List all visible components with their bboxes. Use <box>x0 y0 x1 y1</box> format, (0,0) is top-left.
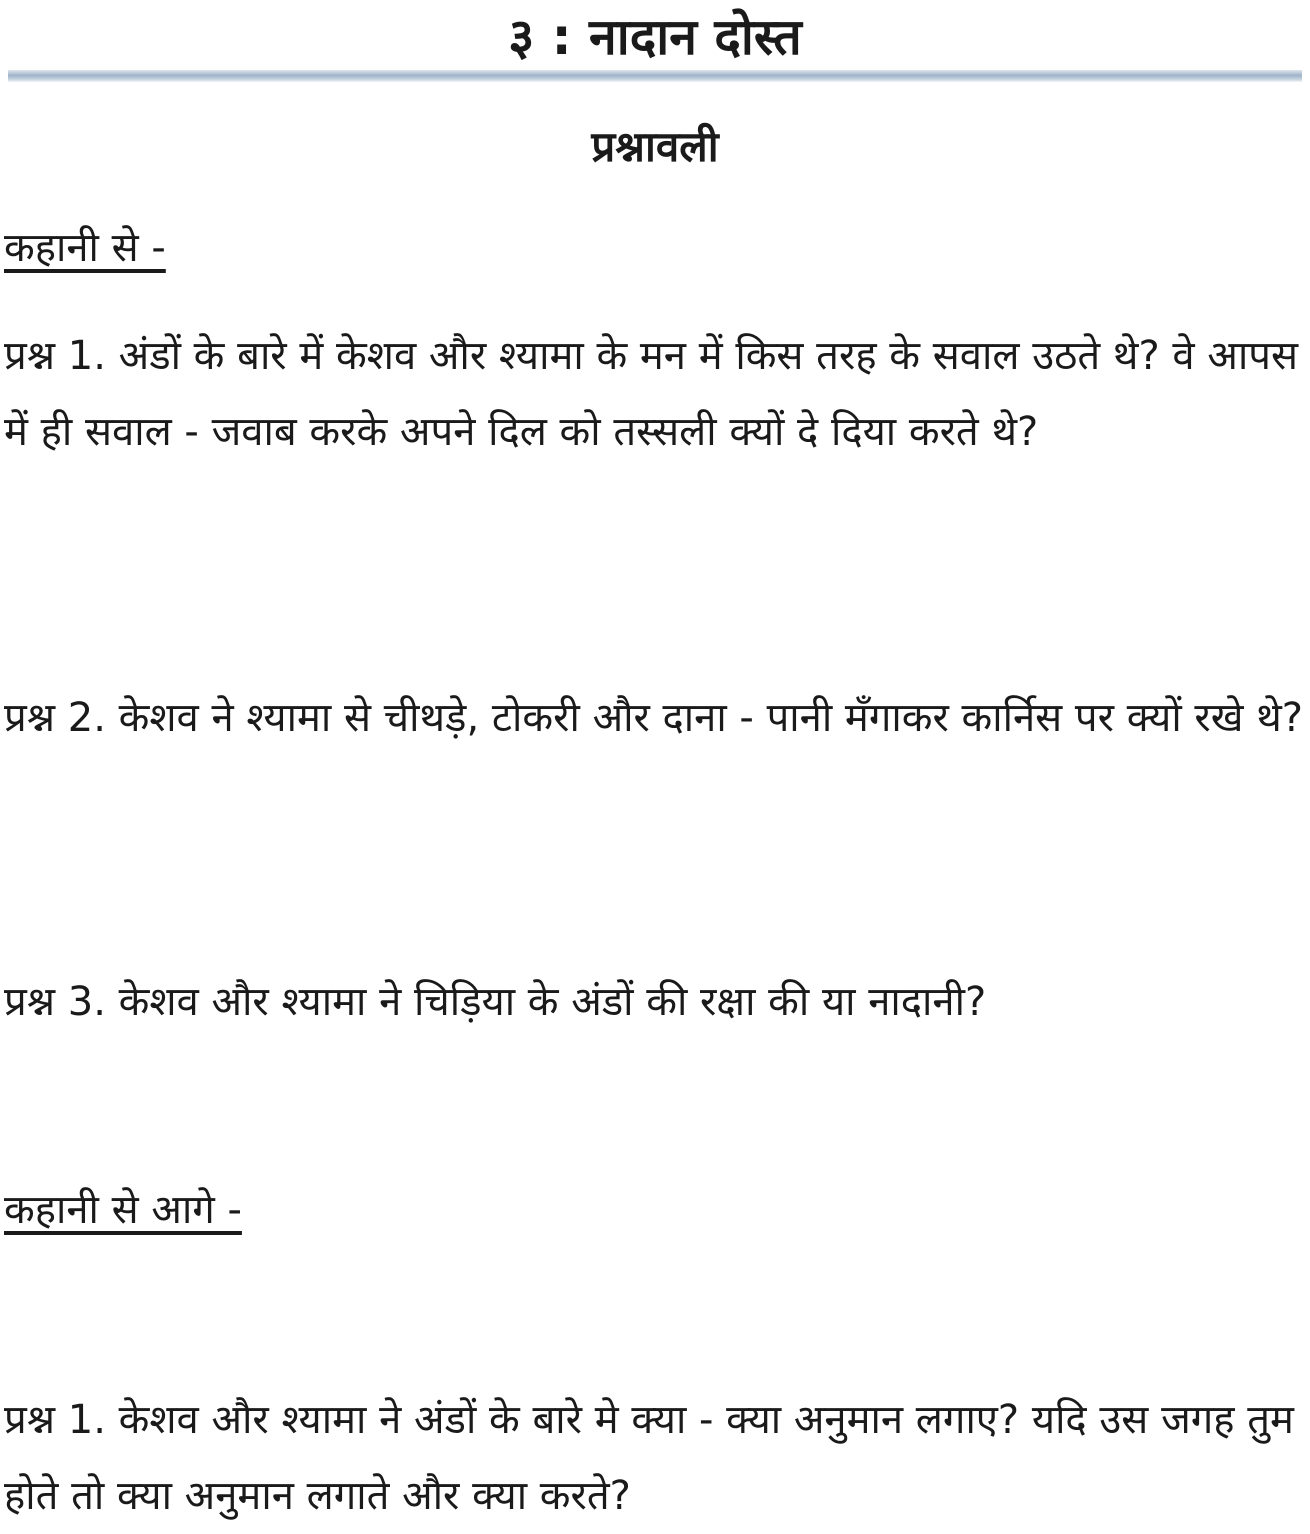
question-label: प्रश्न 1. <box>4 333 106 379</box>
question-label: प्रश्न 1. <box>4 1397 106 1443</box>
question-text: अंडों के बारे में केशव और श्यामा के मन में किस तरह के सवाल उठते थे? वे आपस में ही सवाल - जवाब करके अपने दिल को तस्सली क्यों दे दिया करते थे? <box>4 333 1298 455</box>
title-divider <box>8 70 1302 82</box>
question-label: प्रश्न 2. <box>4 695 106 741</box>
section-heading-story: कहानी से - <box>4 225 166 271</box>
question-label: प्रश्न 3. <box>4 979 106 1025</box>
question-1 <box>4 318 1304 470</box>
question-text: केशव और श्यामा ने चिड़िया के अंडों की रक्षा की या नादानी? <box>118 979 987 1025</box>
question-beyond-1 <box>4 1382 1304 1534</box>
page-title: ३ : नादान दोस्त <box>508 8 802 66</box>
question-text: केशव ने श्यामा से चीथड़े, टोकरी और दाना - पानी मँगाकर कार्निस पर क्यों रखे थे? <box>118 695 1303 741</box>
page-subtitle: प्रश्नावली <box>591 122 719 171</box>
question-2 <box>4 680 1304 756</box>
question-3 <box>4 964 1304 1040</box>
question-text: केशव और श्यामा ने अंडों के बारे मे क्या - क्या अनुमान लगाए? यदि उस जगह तुम होते तो क्या अनुमान लगाते और क्या करते? <box>4 1397 1294 1519</box>
section-heading-beyond-story: कहानी से आगे - <box>4 1187 242 1233</box>
